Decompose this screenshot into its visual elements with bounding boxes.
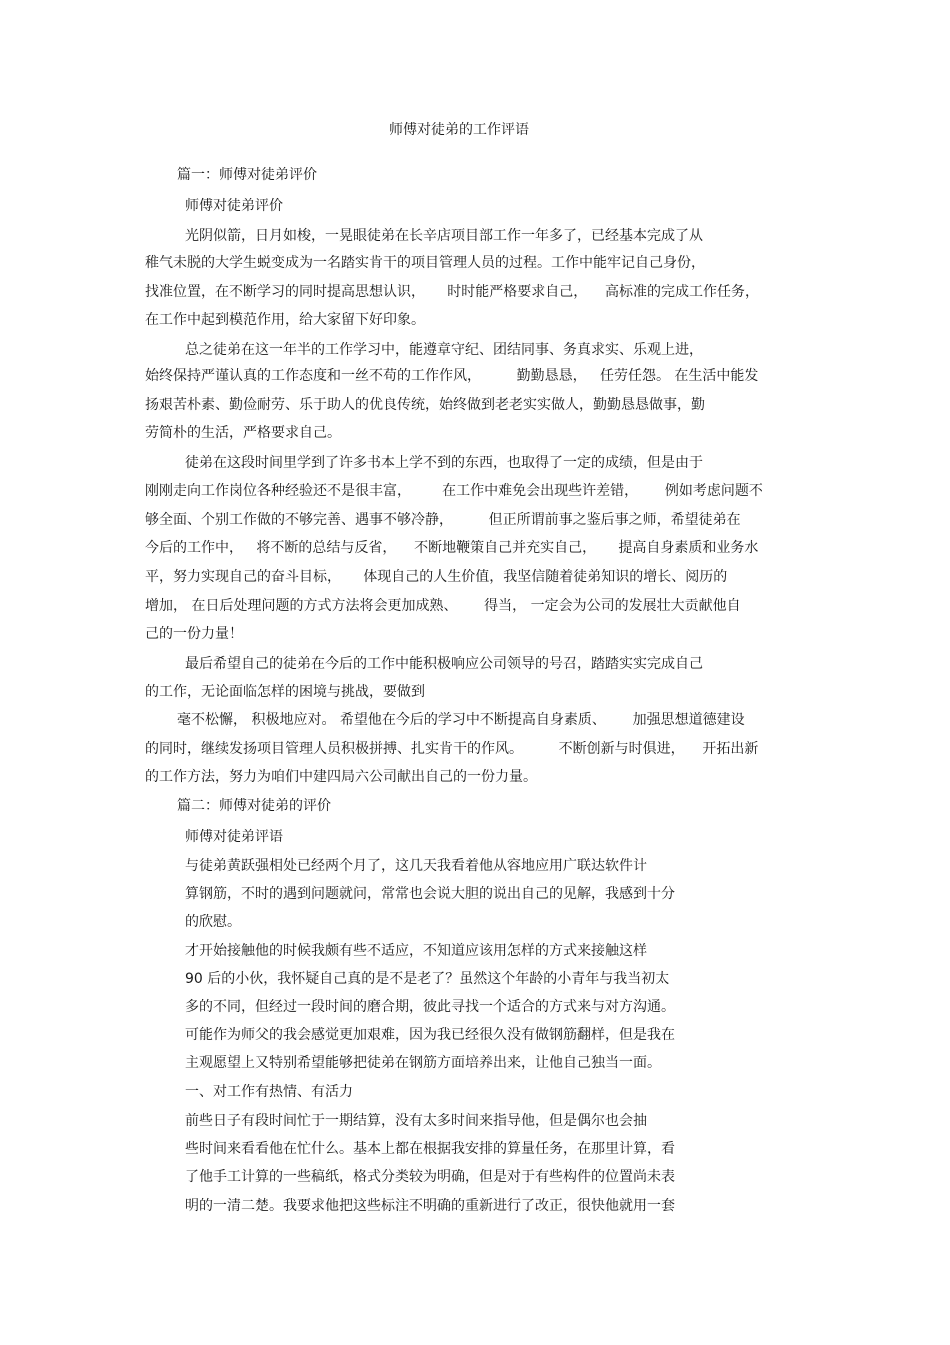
paragraph-line: 算钢筋，不时的遇到问题就问，常常也会说大胆的说出自己的见解，我感到十分 <box>185 886 675 902</box>
paragraph-line: 明的一清二楚。我要求他把这些标注不明确的重新进行了改正，很快他就用一套 <box>185 1198 675 1214</box>
paragraph-line: 徒弟在这段时间里学到了许多书本上学不到的东西，也取得了一定的成绩，但是由于 <box>185 455 703 471</box>
paragraph-line: 稚气未脱的大学生蜕变成为一名踏实肯干的项目管理人员的过程。工作中能牢记自己身份， <box>145 255 705 271</box>
paragraph-line: 前些日子有段时间忙于一期结算，没有太多时间来指导他，但是偶尔也会抽 <box>185 1113 647 1129</box>
document-title: 师傅对徒弟的工作评语 <box>389 122 529 138</box>
subsection-heading: 师傅对徒弟评价 <box>185 198 283 214</box>
paragraph-line: 平，努力实现自己的奋斗目标， 体现自己的人生价值，我坚信随着徒弟知识的增长、阅历的 <box>145 569 728 585</box>
section-heading: 篇二：师傅对徒弟的评价 <box>177 798 331 814</box>
paragraph-line: 的同时，继续发扬项目管理人员积极拼搏、扎实肯干的作风。 不断创新与时俱进， 开拓出新 <box>145 741 759 757</box>
paragraph-line: 在工作中起到模范作用，给大家留下好印象。 <box>145 312 425 328</box>
paragraph-line: 些时间来看看他在忙什么。基本上都在根据我安排的算量任务，在那里计算，看 <box>185 1141 675 1157</box>
paragraph-line: 90 后的小伙，我怀疑自己真的是不是老了？虽然这个年龄的小青年与我当初太 <box>185 971 670 987</box>
paragraph-line: 扬艰苦朴素、勤俭耐劳、乐于助人的优良传统，始终做到老老实实做人，勤勤恳恳做事，勤 <box>145 397 705 413</box>
paragraph-line: 主观愿望上又特别希望能够把徒弟在钢筋方面培养出来，让他自己独当一面。 <box>185 1055 661 1071</box>
paragraph-line: 的工作方法，努力为咱们中建四局六公司献出自己的一份力量。 <box>145 769 537 785</box>
paragraph-line: 今后的工作中， 将不断的总结与反省， 不断地鞭策自己并充实自己， 提高自身素质和业务水 <box>145 540 759 556</box>
paragraph-line: 光阴似箭，日月如梭，一晃眼徒弟在长辛店项目部工作一年多了，已经基本完成了从 <box>185 228 703 244</box>
paragraph-line: 刚刚走向工作岗位各种经验还不是很丰富， 在工作中难免会出现些许差错， 例如考虑问题不 <box>145 483 763 499</box>
paragraph-line: 了他手工计算的一些稿纸，格式分类较为明确，但是对于有些构件的位置尚未表 <box>185 1169 675 1185</box>
paragraph-line: 始终保持严谨认真的工作态度和一丝不苟的工作作风， 勤勤恳恳， 任劳任怨。 在生活中能发 <box>145 368 759 384</box>
paragraph-line: 与徒弟黄跃强相处已经两个月了，这几天我看着他从容地应用广联达软件计 <box>185 858 647 874</box>
section-heading: 篇一：师傅对徒弟评价 <box>177 167 317 183</box>
paragraph-line: 多的不同，但经过一段时间的磨合期，彼此寻找一个适合的方式来与对方沟通。 <box>185 999 675 1015</box>
subsection-heading: 师傅对徒弟评语 <box>185 829 283 845</box>
paragraph-line: 毫不松懈， 积极地应对。 希望他在今后的学习中不断提高自身素质、 加强思想道德建设 <box>177 712 745 728</box>
paragraph-line: 增加， 在日后处理问题的方式方法将会更加成熟、 得当， 一定会为公司的发展壮大贡献他自 <box>145 598 741 614</box>
list-heading: 一、对工作有热情、有活力 <box>185 1084 353 1100</box>
paragraph-line: 够全面、个别工作做的不够完善、遇事不够冷静， 但正所谓前事之鉴后事之师，希望徒弟在 <box>145 512 741 528</box>
paragraph-line: 的工作，无论面临怎样的困境与挑战，要做到 <box>145 684 425 700</box>
paragraph-line: 才开始接触他的时候我颇有些不适应，不知道应该用怎样的方式来接触这样 <box>185 943 647 959</box>
paragraph-line: 可能作为师父的我会感觉更加艰难，因为我已经很久没有做钢筋翻样，但是我在 <box>185 1027 675 1043</box>
paragraph-line: 找准位置，在不断学习的同时提高思想认识， 时时能严格要求自己， 高标准的完成工作任务， <box>145 284 760 300</box>
paragraph-line: 的欣慰。 <box>185 914 241 930</box>
paragraph-line: 最后希望自己的徒弟在今后的工作中能积极响应公司领导的号召，踏踏实实完成自己 <box>185 656 703 672</box>
paragraph-line: 己的一份力量！ <box>145 626 243 642</box>
paragraph-line: 总之徒弟在这一年半的工作学习中，能遵章守纪、团结同事、务真求实、乐观上进， <box>185 342 703 358</box>
paragraph-line: 劳简朴的生活，严格要求自己。 <box>145 425 341 441</box>
